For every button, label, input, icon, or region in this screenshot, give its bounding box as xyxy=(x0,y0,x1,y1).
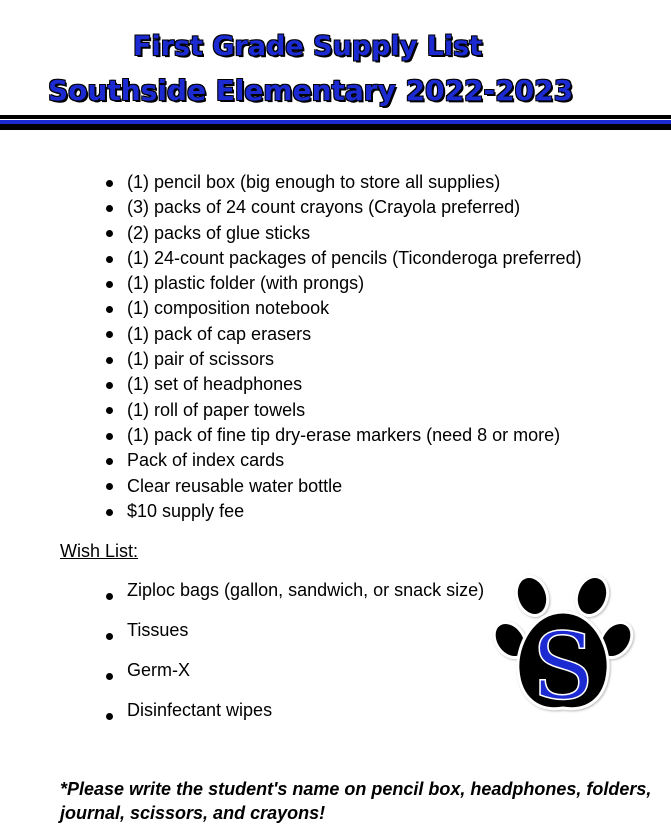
logo-letter: S xyxy=(531,613,595,720)
list-item: (3) packs of 24 count crayons (Crayola preferred) xyxy=(100,195,582,220)
list-item: (2) packs of glue sticks xyxy=(100,221,582,246)
list-item: (1) set of headphones xyxy=(100,372,582,397)
list-item: $10 supply fee xyxy=(100,499,582,524)
list-item: Clear reusable water bottle xyxy=(100,474,582,499)
list-item: (1) roll of paper towels xyxy=(100,398,582,423)
supply-list xyxy=(100,170,582,524)
wish-list-heading: Wish List: xyxy=(60,541,139,561)
wish-list-item: Disinfectant wipes xyxy=(100,696,484,736)
wish-list-item: Germ-X xyxy=(100,656,484,696)
list-item: (1) pair of scissors xyxy=(100,347,582,372)
name-reminder-note: *Please write the student's name on pencil box, headphones, folders, journal, scissors, and crayons! xyxy=(60,779,652,823)
list-item: (1) pack of cap erasers xyxy=(100,322,582,347)
page-title: First Grade Supply List xyxy=(133,31,483,62)
list-item: (1) pencil box (big enough to store all supplies) xyxy=(100,170,582,195)
wish-list-item: Tissues xyxy=(100,616,484,656)
divider-bottom xyxy=(0,124,671,130)
wish-list-item: Ziploc bags (gallon, sandwich, or snack size) xyxy=(100,576,484,616)
list-item: (1) 24-count packages of pencils (Ticonderoga preferred) xyxy=(100,246,582,271)
paw-print-icon xyxy=(488,570,638,725)
divider-top xyxy=(0,115,671,119)
page-subtitle: Southside Elementary 2022-2023 xyxy=(48,74,574,107)
list-item: (1) composition notebook xyxy=(100,296,582,321)
list-item: Pack of index cards xyxy=(100,448,582,473)
list-item: (1) pack of fine tip dry-erase markers (need 8 or more) xyxy=(100,423,582,448)
wish-list xyxy=(100,576,484,736)
list-item: (1) plastic folder (with prongs) xyxy=(100,271,582,296)
